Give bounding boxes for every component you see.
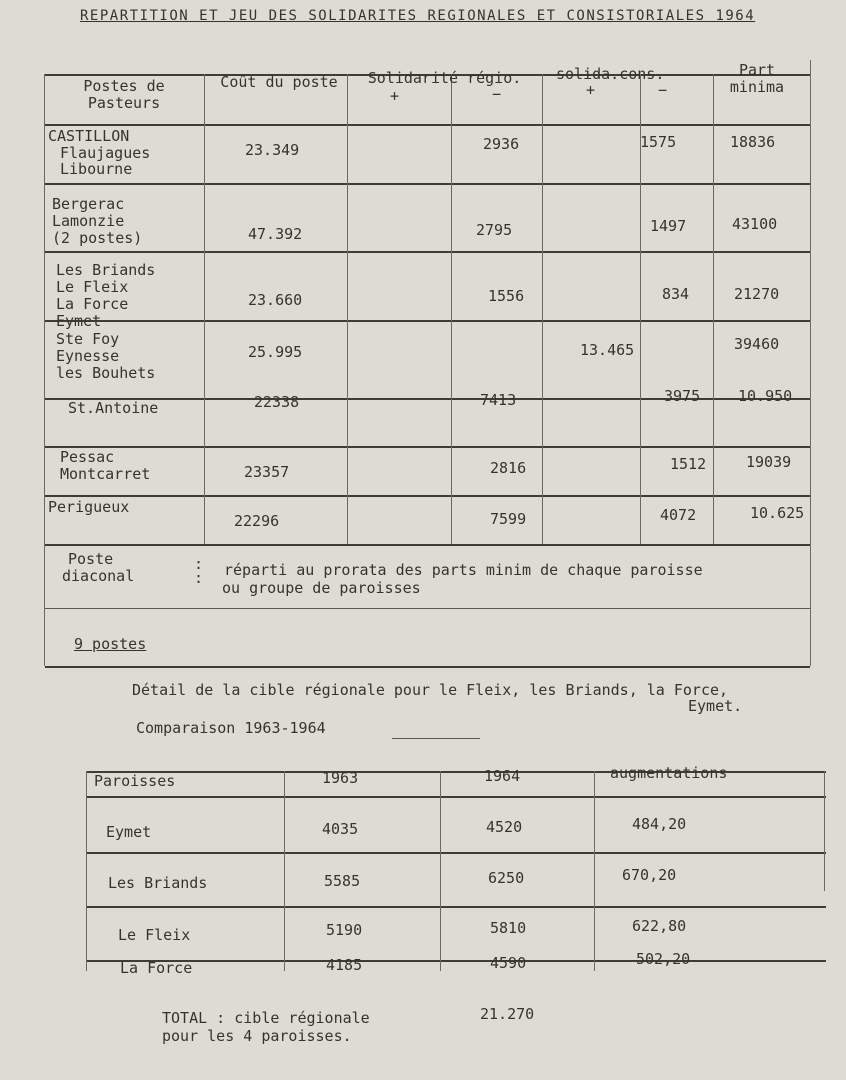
rule — [284, 771, 285, 971]
poste-name: Le Fleix — [56, 278, 129, 296]
value-augmentation: 502,20 — [636, 950, 691, 968]
header-sol-regio-plus: + — [390, 87, 400, 105]
cons-minus-value: 3975 — [664, 387, 701, 405]
diaconal-text: ou groupe de paroisses — [222, 579, 421, 597]
value-1963: 5585 — [324, 872, 361, 890]
poste-name: St.Antoine — [68, 399, 159, 417]
header-augmentations: augmentations — [610, 764, 728, 782]
cons-minus-value: 4072 — [660, 506, 697, 524]
poste-name: Bergerac — [52, 195, 125, 213]
poste-name: Les Briands — [56, 261, 156, 279]
cons-minus-value: 1575 — [640, 133, 677, 151]
poste-name: Pessac — [60, 448, 115, 466]
rule — [347, 74, 348, 544]
poste-name: les Bouhets — [56, 364, 156, 382]
value-augmentation: 670,20 — [622, 866, 677, 884]
poste-name: CASTILLON — [48, 127, 130, 145]
rule — [542, 74, 543, 544]
value-1963: 4185 — [326, 956, 363, 974]
value-1964: 5810 — [490, 919, 527, 937]
diaconal-label: Poste — [68, 550, 114, 568]
poste-name: Perigueux — [48, 498, 130, 516]
cout-value: 47.392 — [248, 225, 303, 243]
header-postes — [50, 78, 200, 112]
cout-value: 22338 — [254, 393, 300, 411]
rule — [86, 771, 87, 971]
header-sol-cons-plus: + — [586, 81, 596, 99]
rule — [44, 74, 45, 666]
value-1964: 4590 — [490, 954, 527, 972]
rule — [824, 771, 825, 891]
document-title: REPARTITION ET JEU DES SOLIDARITES REGIONALES ET CONSISTORIALES 1964 — [80, 8, 756, 24]
header-part-minima: Part minima — [729, 61, 785, 96]
header-sol-cons-minus: − — [658, 81, 668, 99]
cout-value: 22296 — [234, 512, 280, 530]
rule — [45, 666, 810, 668]
header-sol-regio: Solidarité régio. — [367, 69, 522, 87]
poste-name: Ste Foy — [56, 330, 120, 348]
part-value: 43100 — [732, 215, 778, 233]
paroisse-name: La Force — [120, 959, 193, 977]
poste-name: Eymet — [56, 312, 102, 330]
total-value: 21.270 — [480, 1005, 535, 1023]
regio-minus-value: 2795 — [476, 221, 513, 239]
rule — [45, 124, 810, 126]
rule — [713, 74, 714, 544]
total-postes: 9 postes — [74, 635, 147, 653]
comparaison-label: Comparaison 1963-1964 — [136, 719, 326, 737]
regio-minus-value: 7413 — [480, 391, 517, 409]
part-value: 21270 — [734, 285, 780, 303]
rule — [86, 796, 826, 798]
total-label: pour les 4 paroisses. — [162, 1027, 352, 1045]
rule — [810, 60, 811, 666]
detail-heading: Détail de la cible régionale pour le Fleix, les Briands, la Force, — [132, 681, 729, 699]
diaconal-colon: : — [194, 555, 204, 573]
part-value: 39460 — [734, 335, 780, 353]
cout-value: 25.995 — [248, 343, 303, 361]
rule — [392, 738, 480, 739]
header-sol-regio-minus: − — [492, 85, 502, 103]
header-1963: 1963 — [322, 769, 359, 787]
regio-minus-value: 2936 — [483, 135, 520, 153]
regio-minus-value: 7599 — [490, 510, 527, 528]
poste-name: La Force — [56, 295, 129, 313]
total-label: TOTAL : cible régionale — [162, 1009, 370, 1027]
part-value: 19039 — [746, 453, 792, 471]
detail-heading-cont: Eymet. — [688, 697, 743, 715]
poste-name: Lamonzie — [52, 212, 125, 230]
paroisse-name: Les Briands — [108, 874, 208, 892]
cout-value: 23.660 — [248, 291, 303, 309]
header-sol-cons: solida.cons. — [556, 65, 665, 83]
part-value: 10.625 — [750, 504, 805, 522]
poste-name: Flaujagues — [60, 144, 151, 162]
rule — [45, 251, 810, 253]
rule — [451, 74, 452, 544]
regio-minus-value: 1556 — [488, 287, 525, 305]
rule — [86, 852, 826, 854]
header-1964: 1964 — [484, 767, 521, 785]
rule — [594, 771, 595, 971]
diaconal-text: réparti au prorata des parts minim de chaque paroisse — [224, 561, 703, 579]
rule — [86, 960, 826, 962]
part-value: 18836 — [730, 133, 776, 151]
value-1964: 4520 — [486, 818, 523, 836]
rule — [204, 74, 205, 544]
value-1963: 5190 — [326, 921, 363, 939]
header-paroisses: Paroisses — [94, 772, 176, 790]
regio-minus-value: 2816 — [490, 459, 527, 477]
value-augmentation: 484,20 — [632, 815, 687, 833]
rule — [440, 771, 441, 971]
rule — [45, 608, 810, 609]
rule — [45, 183, 810, 185]
paroisse-name: Eymet — [106, 823, 152, 841]
cons-minus-value: 1497 — [650, 217, 687, 235]
part-value: 10.950 — [738, 387, 793, 405]
poste-name: Eynesse — [56, 347, 120, 365]
rule — [45, 446, 810, 448]
value-1964: 6250 — [488, 869, 525, 887]
paroisse-name: Le Fleix — [118, 926, 191, 944]
cout-value: 23357 — [244, 463, 290, 481]
value-augmentation: 622,80 — [632, 917, 687, 935]
diaconal-label: diaconal — [62, 567, 135, 585]
cons-minus-value: 834 — [662, 285, 690, 303]
rule — [45, 544, 810, 546]
header-postes-text: Postes de Pasteurs — [83, 77, 165, 112]
rule — [45, 495, 810, 497]
rule — [86, 906, 826, 908]
poste-name: (2 postes) — [52, 229, 143, 247]
diaconal-colon: : — [194, 569, 204, 587]
rule — [45, 320, 810, 322]
cons-minus-value: 1512 — [670, 455, 707, 473]
poste-name: Libourne — [60, 160, 133, 178]
cons-plus-value: 13.465 — [580, 341, 635, 359]
cout-value: 23.349 — [245, 141, 300, 159]
poste-name: Montcarret — [60, 465, 151, 483]
header-cout: Coût du poste — [220, 73, 338, 91]
value-1963: 4035 — [322, 820, 359, 838]
